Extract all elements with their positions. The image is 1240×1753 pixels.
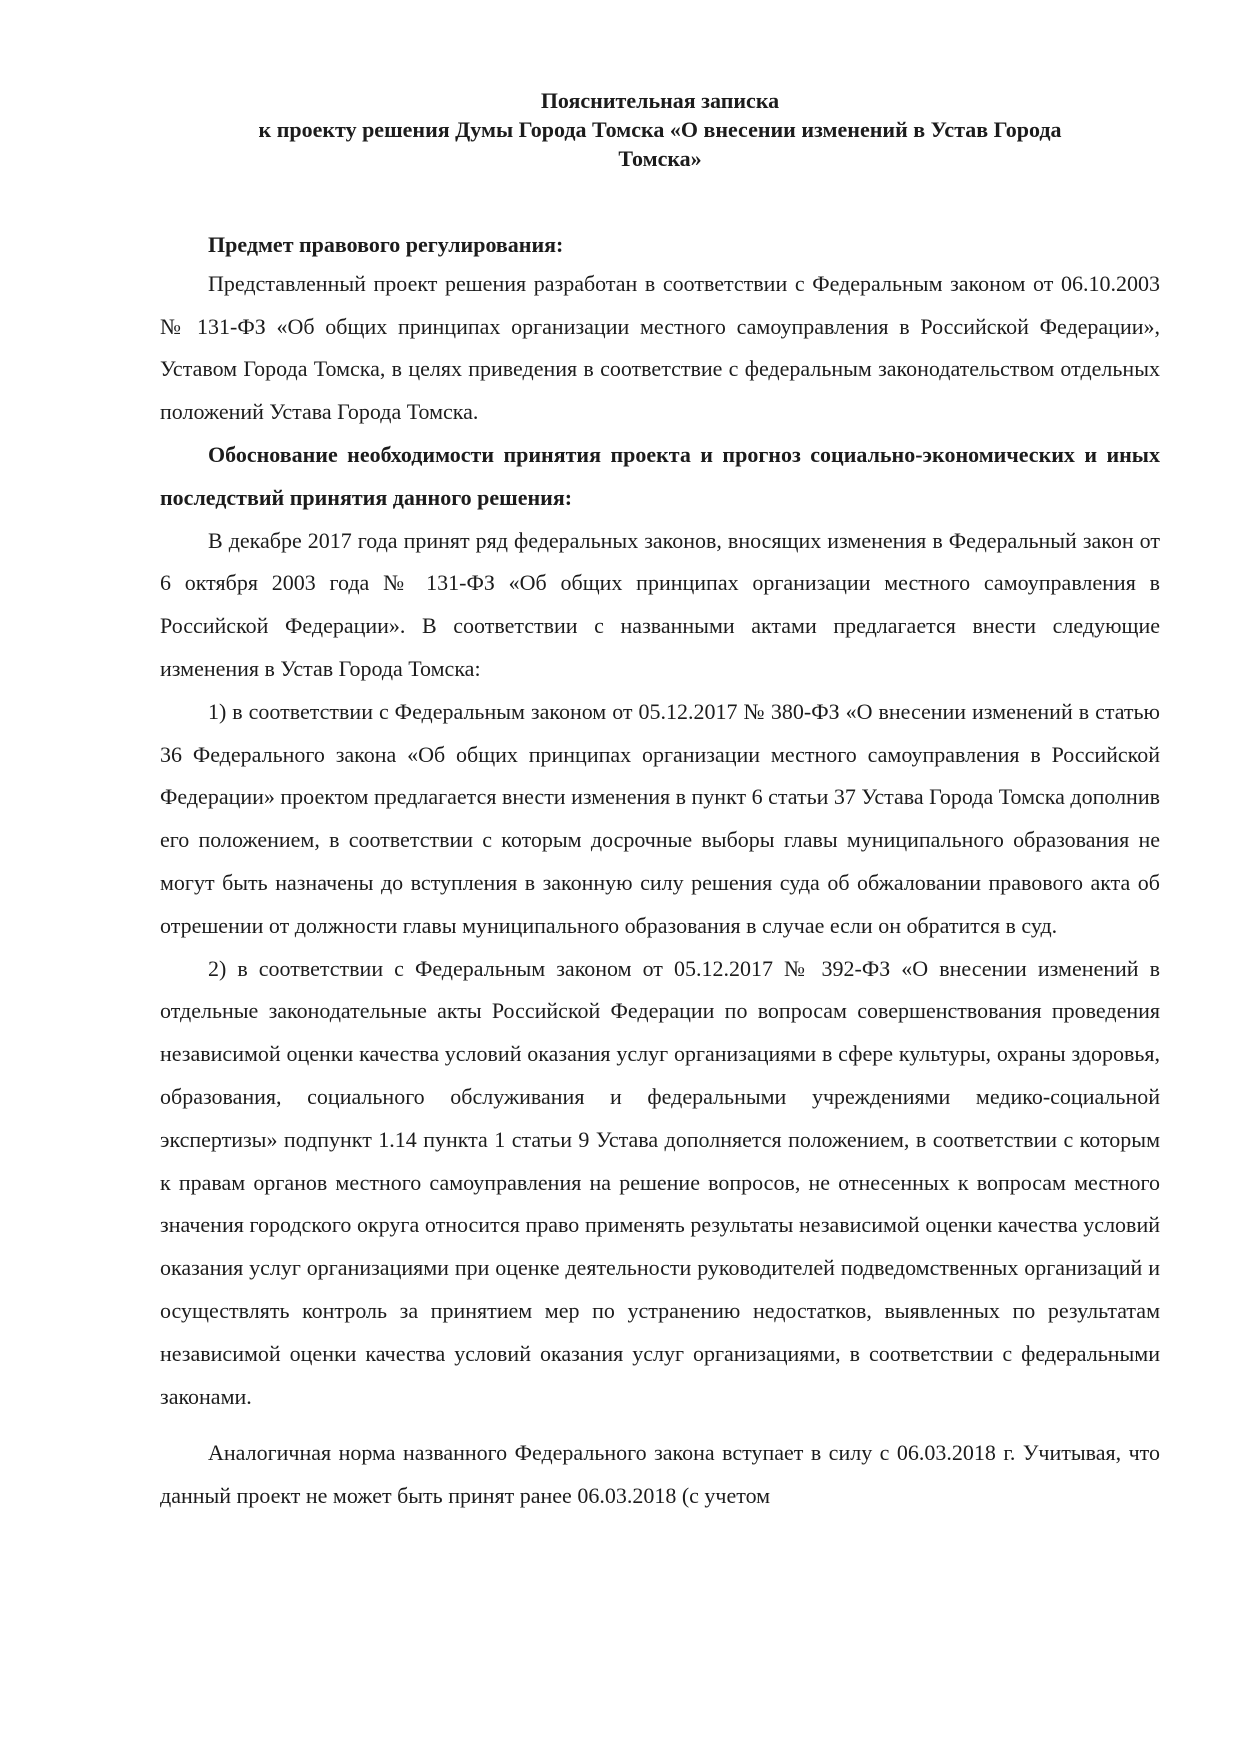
- paragraph-final: Аналогичная норма названного Федерального закона вступает в силу с 06.03.2018 г. Учитывая, что данный проект не может быть принят ранее 06.03.2018 (с учетом: [160, 1440, 1160, 1509]
- paragraph-legal-regulation: Представленный проект решения разработан в соответствии с Федеральным законом от 06.10.2003 № 131-ФЗ «Об общих принципах организации местного самоуправления в Российской Федерации», Уставом Города Томска, в целях приведения в соответствие с федеральным законодательством отдельных положений Устава Города Томска.: [160, 270, 1160, 425]
- title-line-2: к проекту решения Думы Города Томска «О внесении изменений в Устав Города: [258, 117, 1062, 142]
- document-body: [160, 224, 1160, 1518]
- paragraph-intro: В декабре 2017 года принят ряд федеральных законов, вносящих изменения в Федеральный закон от 6 октября 2003 года № 131-ФЗ «Об общих принципах организации местного самоуправления в Российской Федерации». В соответствии с названными актами предлагается внести следующие изменения в Устав Города Томска:: [160, 527, 1160, 681]
- section-heading-legal-regulation: Предмет правового регулирования:: [208, 232, 564, 257]
- section-heading-justification: Обоснование необходимости принятия проекта и прогноз социально-экономических и иных последствий принятия данного решения:: [160, 441, 1160, 510]
- title-line-3: Томска»: [618, 146, 702, 171]
- document-title: [160, 86, 1160, 173]
- list-item-1: 1) в соответствии с Федеральным законом от 05.12.2017 № 380-ФЗ «О внесении изменений в статью 36 Федерального закона «Об общих принципах организации местного самоуправления в Российской Федерации» проектом предлагается внести изменения в пункт 6 статьи 37 Устава Города Томска дополнив его положением, в соответствии с которым досрочные выборы главы муниципального образования не могут быть назначены до вступления в законную силу решения суда об обжаловании правового акта об отрешении от должности главы муниципального образования в случае если он обратится в суд.: [160, 698, 1160, 938]
- title-line-1: Пояснительная записка: [540, 88, 780, 113]
- list-item-2: 2) в соответствии с Федеральным законом от 05.12.2017 № 392-ФЗ «О внесении изменений в отдельные законодательные акты Российской Федерации по вопросам совершенствования проведения независимой оценки качества условий оказания услуг организациями в сфере культуры, охраны здоровья, образования, социального обслуживания и федеральными учреждениями медико-социальной экспертизы» подпункт 1.14 пункта 1 статьи 9 Устава дополняется положением, в соответствии с которым к правам органов местного самоуправления на решение вопросов, не отнесенных к вопросам местного значения городского округа относится право применять результаты независимой оценки качества условий оказания услуг организациями при оценке деятельности руководителей подведомственных организаций и осуществлять контроль за принятием мер по устранению недостатков, выявленных по результатам независимой оценки качества условий оказания услуг организациями, в соответствии с федеральными законами.: [160, 955, 1160, 1409]
